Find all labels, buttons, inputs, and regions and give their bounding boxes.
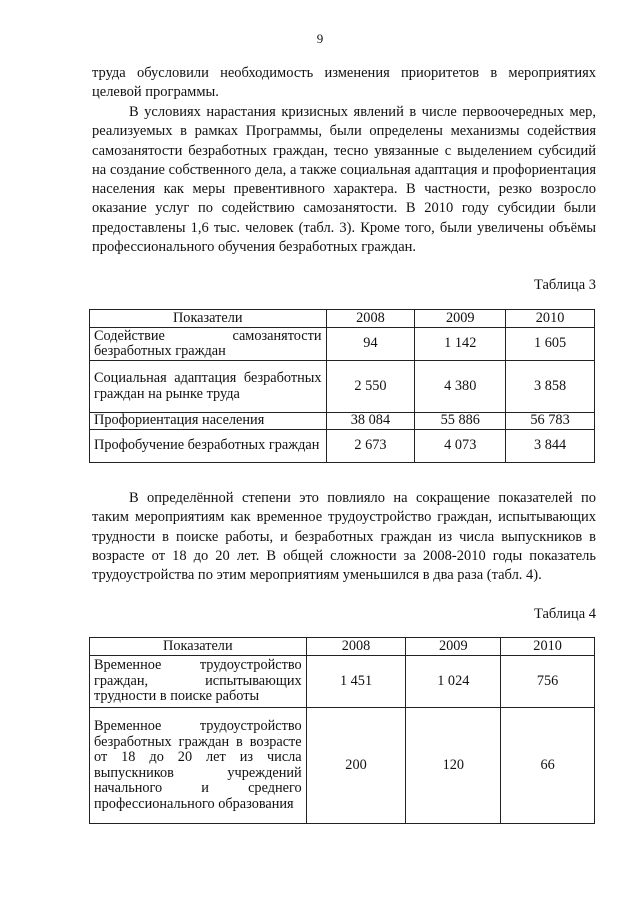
table-cell: 1 024 <box>406 656 501 708</box>
table-cell: 120 <box>406 708 501 824</box>
table-header-cell: 2008 <box>306 638 406 656</box>
table-row-label: Профориентация населения <box>90 413 327 430</box>
table-4-header-row <box>90 638 595 656</box>
table-cell: 2 550 <box>326 361 415 413</box>
table-row <box>90 413 595 430</box>
paragraph-continuation: труда обусловили необходимость изменения приоритетов в мероприятиях целевой программы. <box>92 65 596 101</box>
table-cell: 66 <box>501 708 595 824</box>
table-row-label: Временное трудоустройство безработных граждан в возрасте от 18 до 20 лет из числа выпускников учреждений начального и среднего профессионального образования <box>90 708 307 824</box>
table-3-header-row <box>90 310 595 328</box>
table-3 <box>89 309 595 463</box>
table-4 <box>89 637 595 824</box>
table-cell: 2 673 <box>326 430 415 463</box>
table-header-cell: 2009 <box>406 638 501 656</box>
table-cell: 1 142 <box>415 328 506 361</box>
table-row <box>90 328 595 361</box>
table-row <box>90 430 595 463</box>
table-cell: 1 451 <box>306 656 406 708</box>
table-row-label: Профобучение безработных граждан <box>90 430 327 463</box>
table-header-cell: Показатели <box>90 310 327 328</box>
paragraph-temporary-employment: В определённой степени это повлияло на сокращение показателей по таким мероприятиям как временное трудоустройство граждан, испытывающих трудности в поиске работы, и безработных граждан из числа выпускников в возрасте от 18 до 20 лет. В общей сложности за 2008-2010 годы показатель трудоустройства по этим мероприятиям уменьшился в два раза (табл. 4). <box>92 490 596 584</box>
table-cell: 4 380 <box>415 361 506 413</box>
table-cell: 200 <box>306 708 406 824</box>
table-header-cell: 2010 <box>506 310 595 328</box>
table-cell: 4 073 <box>415 430 506 463</box>
table-row-label: Социальная адаптация безработных граждан на рынке труда <box>90 361 327 413</box>
paragraph-self-employment: В условиях нарастания кризисных явлений в числе первоочередных мер, реализуемых в рамках Программы, были определены механизмы содействия самозанятости безработных граждан, тесно увязанные с выделением субсидий на создание собственного дела, а также социальная адаптация и профориентация населения как меры превентивного характера. В частности, резко возросло оказание услуг по содействию самозанятости. В 2010 году субсидии были предоставлены 1,6 тыс. человек (табл. 3). Кроме того, были увеличены объёмы профессионального обучения безработных граждан. <box>92 104 596 256</box>
table-header-cell: 2009 <box>415 310 506 328</box>
table-cell: 55 886 <box>415 413 506 430</box>
table-cell: 3 844 <box>506 430 595 463</box>
table-row-label: Временное трудоустройство граждан, испытывающих трудности в поиске работы <box>90 656 307 708</box>
table-header-cell: 2010 <box>501 638 595 656</box>
table-3-caption: Таблица 3 <box>533 277 596 293</box>
table-header-cell: 2008 <box>326 310 415 328</box>
table-cell: 56 783 <box>506 413 595 430</box>
table-cell: 1 605 <box>506 328 595 361</box>
table-cell: 3 858 <box>506 361 595 413</box>
table-row-label: Содействие самозанятости безработных граждан <box>90 328 327 361</box>
table-row <box>90 708 595 824</box>
table-header-cell: Показатели <box>90 638 307 656</box>
table-cell: 756 <box>501 656 595 708</box>
page-number: 9 <box>316 31 324 46</box>
table-row <box>90 361 595 413</box>
table-cell: 94 <box>326 328 415 361</box>
table-4-caption: Таблица 4 <box>533 606 596 622</box>
table-row <box>90 656 595 708</box>
table-cell: 38 084 <box>326 413 415 430</box>
